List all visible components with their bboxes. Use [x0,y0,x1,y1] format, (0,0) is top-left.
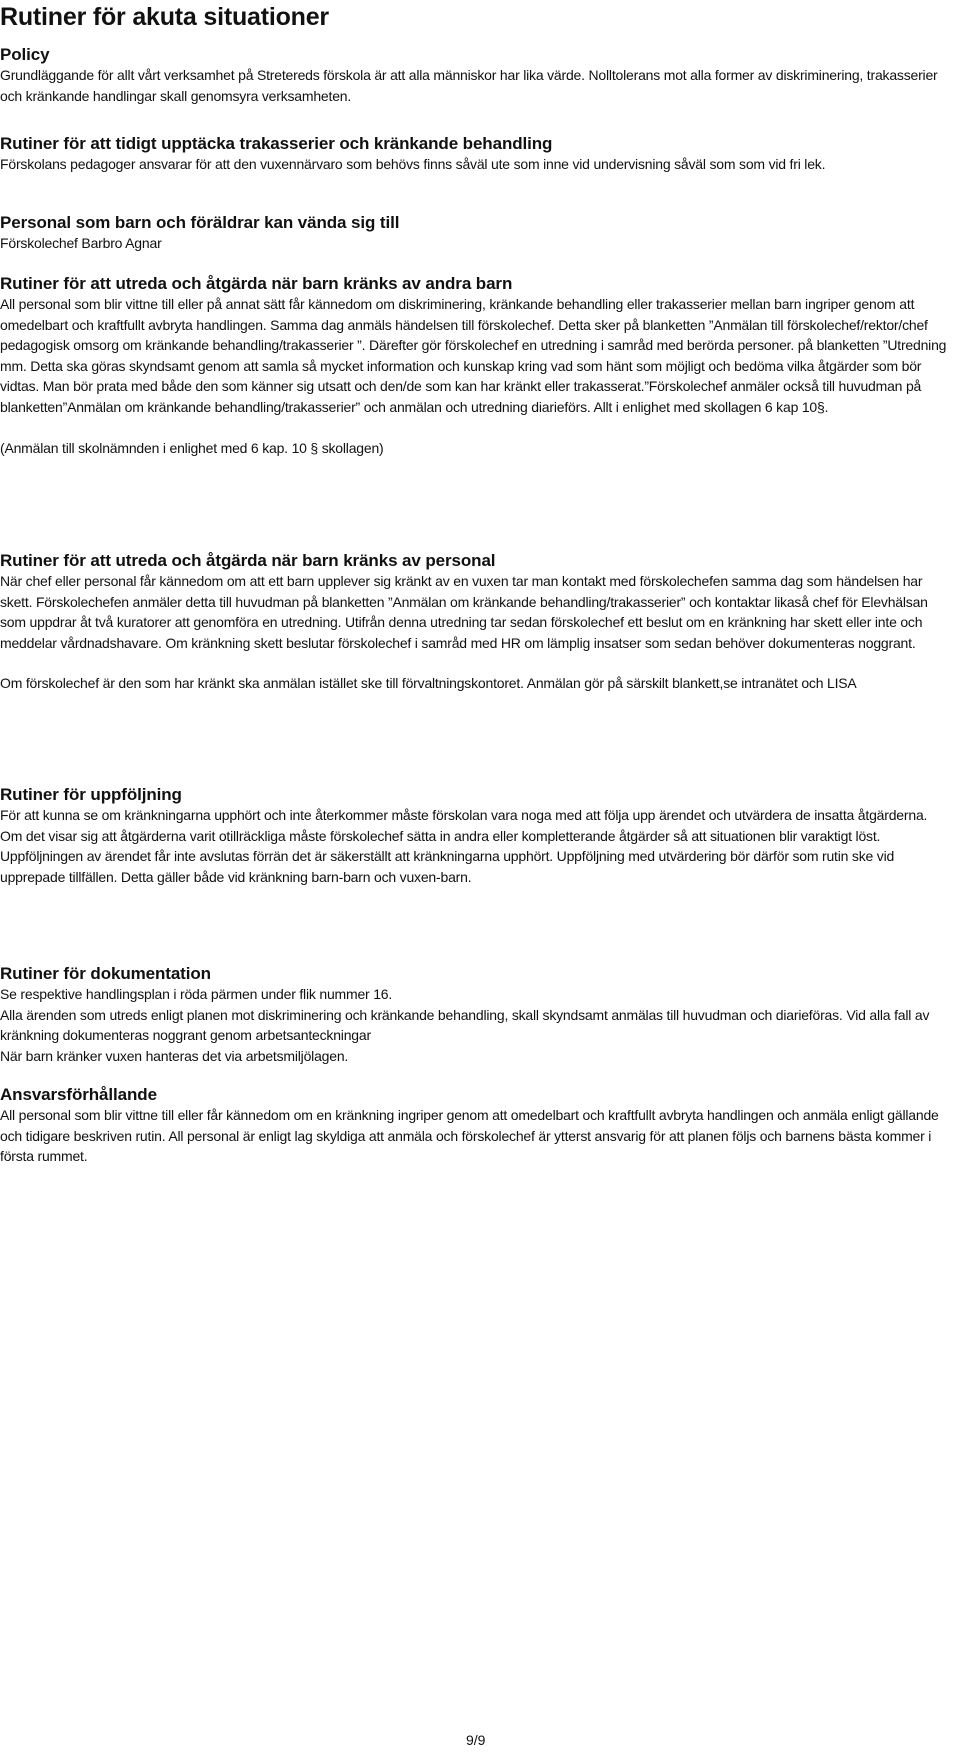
section-paragraph: När barn kränker vuxen hanteras det via arbetsmiljölagen. [0,1047,349,1064]
section-heading: Ansvarsförhållande [0,1085,157,1104]
section-heading: Policy [0,45,50,64]
section-investigate-child-child [0,273,952,458]
section-paragraph: Se respektive handlingsplan i röda pärmen under flik nummer 16. [0,986,393,1002]
section-early-detection [0,133,952,175]
section-responsibility [0,1084,952,1167]
section-paragraph: När chef eller personal får kännedom om att ett barn upplever sig kränkt av en vuxen tar man kontakt med förskolechefen samma dag som händelsen har skett. Förskolechefen anmäler detta till huvudman på blanketten ”Anmälan om kränkande behandling/trakasserier” och kontaktar likaså chef för Elevhälsan som uppdrar åt två kuratorer att genomföra en utredning. Utifrån denna utredning tar sedan förskolechef ett beslut om en kränkning har skett eller inte och meddelar vårdnadshavare. Om kränkning skett beslutar förskolechef i samråd med HR om lämplig insatser som sedan behöver dokumenteras noggrant. [0,573,928,651]
section-paragraph: All personal som blir vittne till eller på annat sätt får kännedom om diskriminering, kränkande behandling eller trakasserier mellan barn ingriper genom att omedelbart och kraftfullt avbryta handlingen. Samma dag anmäls händelsen till förskolechef. Detta sker på blanketten ”Anmälan till förskolechef/rektor/chef pedagogisk omsorg om kränkande behandling/trakasserier ”. Därefter gör förskolechef en utredning i samråd med berörda personer. på blanketten ”Utredning mm. Detta ska göras skyndsamt genom att samla så mycket information och kunskap kring vad som hänt som möjligt och bedöma vilka åtgärder som bör vidtas. Man bör prata med både den som känner sig utsatt och den/de som kan har kränkt eller trakasserat.”Förskolechef anmäler också till huvudman på blanketten”Anmälan om kränkande behandling/trakasserier” och anmälan och utredning diarieförs. Allt i enlighet med skollagen 6 kap 10§. [0,296,947,415]
section-contact-persons [0,212,952,254]
section-paragraph: Grundläggande för allt vårt verksamhet på Stretereds förskola är att alla människor har lika värde. Nolltolerans mot alla former av diskriminering, trakasserier och kränkande handlingar skall genomsyra verksamheten. [0,67,938,104]
section-policy [0,44,952,106]
page-title: Rutiner för akuta situationer [0,3,329,31]
section-documentation [0,963,952,1066]
section-heading: Rutiner för att utreda och åtgärda när barn kränks av andra barn [0,274,513,293]
section-paragraph: Om förskolechef är den som har kränkt ska anmälan istället ske till förvaltningskontoret. Anmälan gör på särskilt blankett,se intranätet och LISA [0,675,857,692]
section-investigate-staff-child [0,550,952,694]
section-heading: Rutiner för att tidigt upptäcka trakasserier och kränkande behandling [0,134,553,153]
section-heading: Rutiner för uppföljning [0,785,182,804]
page-number: 9/9 [466,1732,486,1748]
section-paragraph: För att kunna se om kränkningarna upphört och inte återkommer måste förskolan vara noga med att följa upp ärendet och utvärdera de insatta åtgärderna. Om det visar sig att åtgärderna varit otillräckliga måste förskolechef sätta in andra eller kompletterande åtgärder så att situationen blir varaktigt löst. Uppföljningen av ärendet får inte avslutas förrän det är säkerställt att kränkningarna upphört. Uppföljning med utvärdering bör därför som rutin ske vid upprepade tillfällen. Detta gäller både vid kränkning barn-barn och vuxen-barn. [0,807,928,885]
section-heading: Personal som barn och föräldrar kan vända sig till [0,213,400,232]
section-heading: Rutiner för dokumentation [0,964,211,983]
section-heading: Rutiner för att utreda och åtgärda när barn kränks av personal [0,551,496,570]
section-paragraph: Alla ärenden som utreds enligt planen mot diskriminering och kränkande behandling, skall skyndsamt anmälas till huvudman och diarieföras. Vid alla fall av kränkning dokumenteras noggrant genom arbetsanteckningar [0,1006,930,1044]
section-follow-up [0,784,952,887]
section-paragraph: Förskolechef Barbro Agnar [0,235,162,251]
section-paragraph: All personal som blir vittne till eller får kännedom om en kränkning ingriper genom att omedelbart och kraftfullt avbryta handlingen och anmäla enligt gällande och tidigare beskriven rutin. All personal är enligt lag skyldiga att anmäla och förskolechef är ytterst ansvarig för att planen följs och barnens bästa kommer i första rummet. [0,1107,939,1165]
section-paragraph: Förskolans pedagoger ansvarar för att den vuxennärvaro som behövs finns såväl ute som inne vid undervisning såväl som som vid fri lek. [0,156,826,172]
section-paragraph: (Anmälan till skolnämnden i enlighet med 6 kap. 10 § skollagen) [0,439,384,456]
